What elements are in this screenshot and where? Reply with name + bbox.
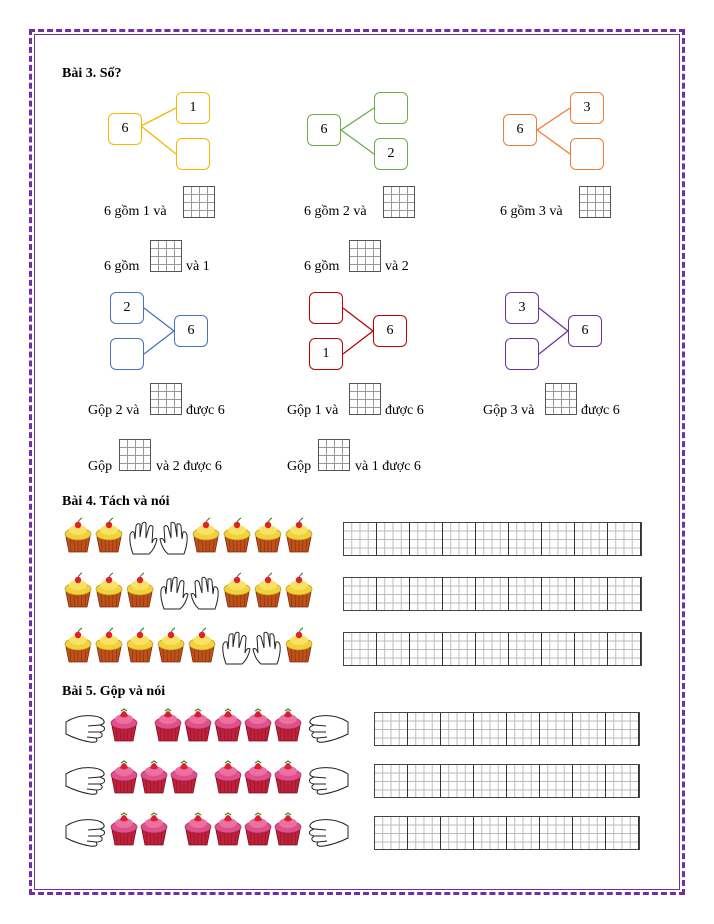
sentence-5-pre: 6 gồm [304, 259, 340, 274]
merge-sentence-5-post: và 1 được 6 [355, 459, 421, 474]
bai3-title: Bài 3. Số? [62, 66, 122, 81]
sentence-4-pre: 6 gồm [104, 259, 140, 274]
sentence-2: 6 gồm 2 và [304, 204, 367, 219]
merge-sentence-2-pre: Gộp 1 và [287, 403, 339, 418]
merge-sentence-4-pre: Gộp [88, 459, 113, 474]
sentence-1: 6 gồm 1 và [104, 204, 167, 219]
answer-grid[interactable] [374, 712, 640, 746]
bai4-title: Bài 4. Tách và nói [62, 494, 170, 509]
cupcake-icon [64, 572, 324, 612]
whole-box: 6 [108, 113, 142, 145]
bai5-title: Bài 5. Gộp và nói [62, 684, 166, 699]
answer-grid[interactable] [374, 764, 640, 798]
answer-box[interactable] [119, 439, 151, 471]
merge-sentence-4-post: và 2 được 6 [156, 459, 222, 474]
part-box-top: 3 [570, 92, 604, 124]
merge-sentence-1-post: được 6 [186, 403, 225, 418]
part-box-top: 1 [176, 92, 210, 124]
answer-box[interactable] [318, 439, 350, 471]
part-box-bottom: 2 [374, 138, 408, 170]
part-box-top: 3 [505, 292, 539, 324]
part-box-bottom: 1 [309, 338, 343, 370]
sentence-4-post: và 1 [186, 259, 210, 274]
merge-sentence-1-pre: Gộp 2 và [88, 403, 140, 418]
merge-sentence-5-pre: Gộp [287, 459, 312, 474]
strawberry-cupcake-icon [64, 810, 364, 850]
cupcake-icon [64, 627, 324, 667]
sentence-5-post: và 2 [385, 259, 409, 274]
whole-box: 6 [307, 114, 341, 146]
answer-grid[interactable] [343, 522, 642, 556]
merge-sentence-3-post: được 6 [581, 403, 620, 418]
part-box-top: 2 [110, 292, 144, 324]
strawberry-cupcake-icon [64, 758, 364, 798]
answer-grid[interactable] [343, 632, 642, 666]
merge-sentence-3-pre: Gộp 3 và [483, 403, 535, 418]
cupcake-icon [64, 517, 324, 557]
whole-box: 6 [373, 315, 407, 347]
whole-box: 6 [568, 315, 602, 347]
answer-grid[interactable] [343, 577, 642, 611]
part-box-bottom[interactable] [505, 338, 539, 370]
whole-box: 6 [503, 114, 537, 146]
merge-sentence-2-post: được 6 [385, 403, 424, 418]
sentence-3: 6 gồm 3 và [500, 204, 563, 219]
answer-grid[interactable] [374, 816, 640, 850]
answer-box[interactable] [545, 383, 577, 415]
answer-box[interactable] [150, 383, 182, 415]
answer-box[interactable] [349, 383, 381, 415]
strawberry-cupcake-icon [64, 706, 364, 746]
whole-box: 6 [174, 315, 208, 347]
